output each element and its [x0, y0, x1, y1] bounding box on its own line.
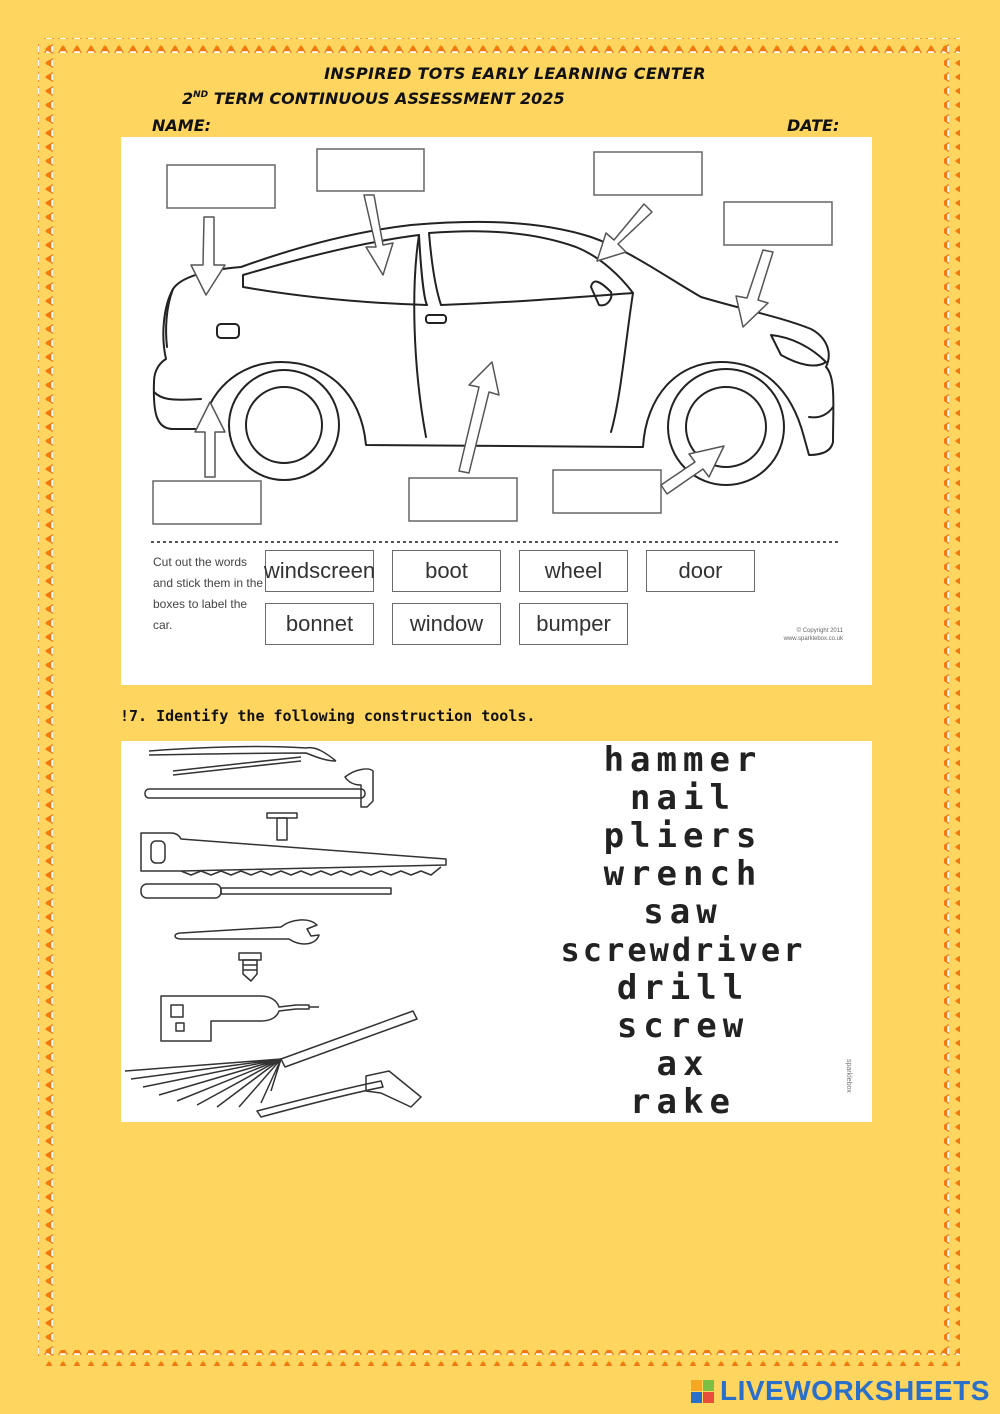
- source-note: sparklebox: [845, 1059, 852, 1093]
- tool-word-ax: ax: [656, 1044, 710, 1084]
- question-7: !7. Identify the following construction tools.: [120, 707, 536, 725]
- name-label: NAME:: [152, 116, 212, 135]
- word-card-window[interactable]: window: [392, 603, 501, 645]
- screw-icon: [239, 953, 261, 981]
- word-card-door[interactable]: door: [646, 550, 755, 592]
- assessment-title: [182, 89, 565, 108]
- wrench-icon: [175, 920, 319, 944]
- word-card-wheel[interactable]: wheel: [519, 550, 628, 592]
- tool-word-rake: rake: [630, 1082, 736, 1122]
- screwdriver-icon: [141, 884, 391, 898]
- tool-word-pliers: pliers: [603, 816, 763, 856]
- liveworksheets-logo-icon: [690, 1378, 716, 1404]
- copyright-note: © Copyright 2011 www.sparklebox.co.uk: [783, 628, 843, 642]
- pliers-icon: [149, 747, 336, 775]
- tool-word-screwdriver: screwdriver: [560, 931, 806, 969]
- brand-name: LIVEWORKSHEETS: [720, 1375, 990, 1406]
- term-number: 2: [182, 89, 194, 108]
- tool-word-hammer: hammer: [603, 740, 763, 780]
- term-rest: TERM CONTINUOUS ASSESSMENT 2025: [208, 89, 565, 108]
- saw-icon: [141, 833, 446, 875]
- ax-icon: [257, 1071, 421, 1117]
- word-card-boot[interactable]: boot: [392, 550, 501, 592]
- tool-word-nail: nail: [630, 778, 736, 818]
- tool-word-saw: saw: [643, 892, 723, 932]
- word-card-windscreen[interactable]: windscreen: [265, 550, 374, 592]
- drill-icon: [161, 996, 319, 1041]
- tool-word-drill: drill: [616, 968, 750, 1008]
- cut-instruction: Cut out the words and stick them in the boxes to label the car.: [153, 555, 264, 632]
- tool-word-screw: screw: [616, 1006, 750, 1046]
- term-suffix: ND: [193, 90, 209, 100]
- word-card-bonnet[interactable]: bonnet: [265, 603, 374, 645]
- word-card-bumper[interactable]: bumper: [519, 603, 628, 645]
- tools-activity: [121, 741, 872, 1122]
- tools-drawings: [121, 741, 501, 1122]
- date-label: DATE:: [787, 116, 840, 135]
- car-labeling-activity: [121, 137, 872, 685]
- tool-word-wrench: wrench: [603, 854, 763, 894]
- nail-icon: [267, 813, 297, 840]
- school-name: INSPIRED TOTS EARLY LEARNING CENTER: [324, 64, 706, 83]
- liveworksheets-brand[interactable]: [690, 1375, 990, 1407]
